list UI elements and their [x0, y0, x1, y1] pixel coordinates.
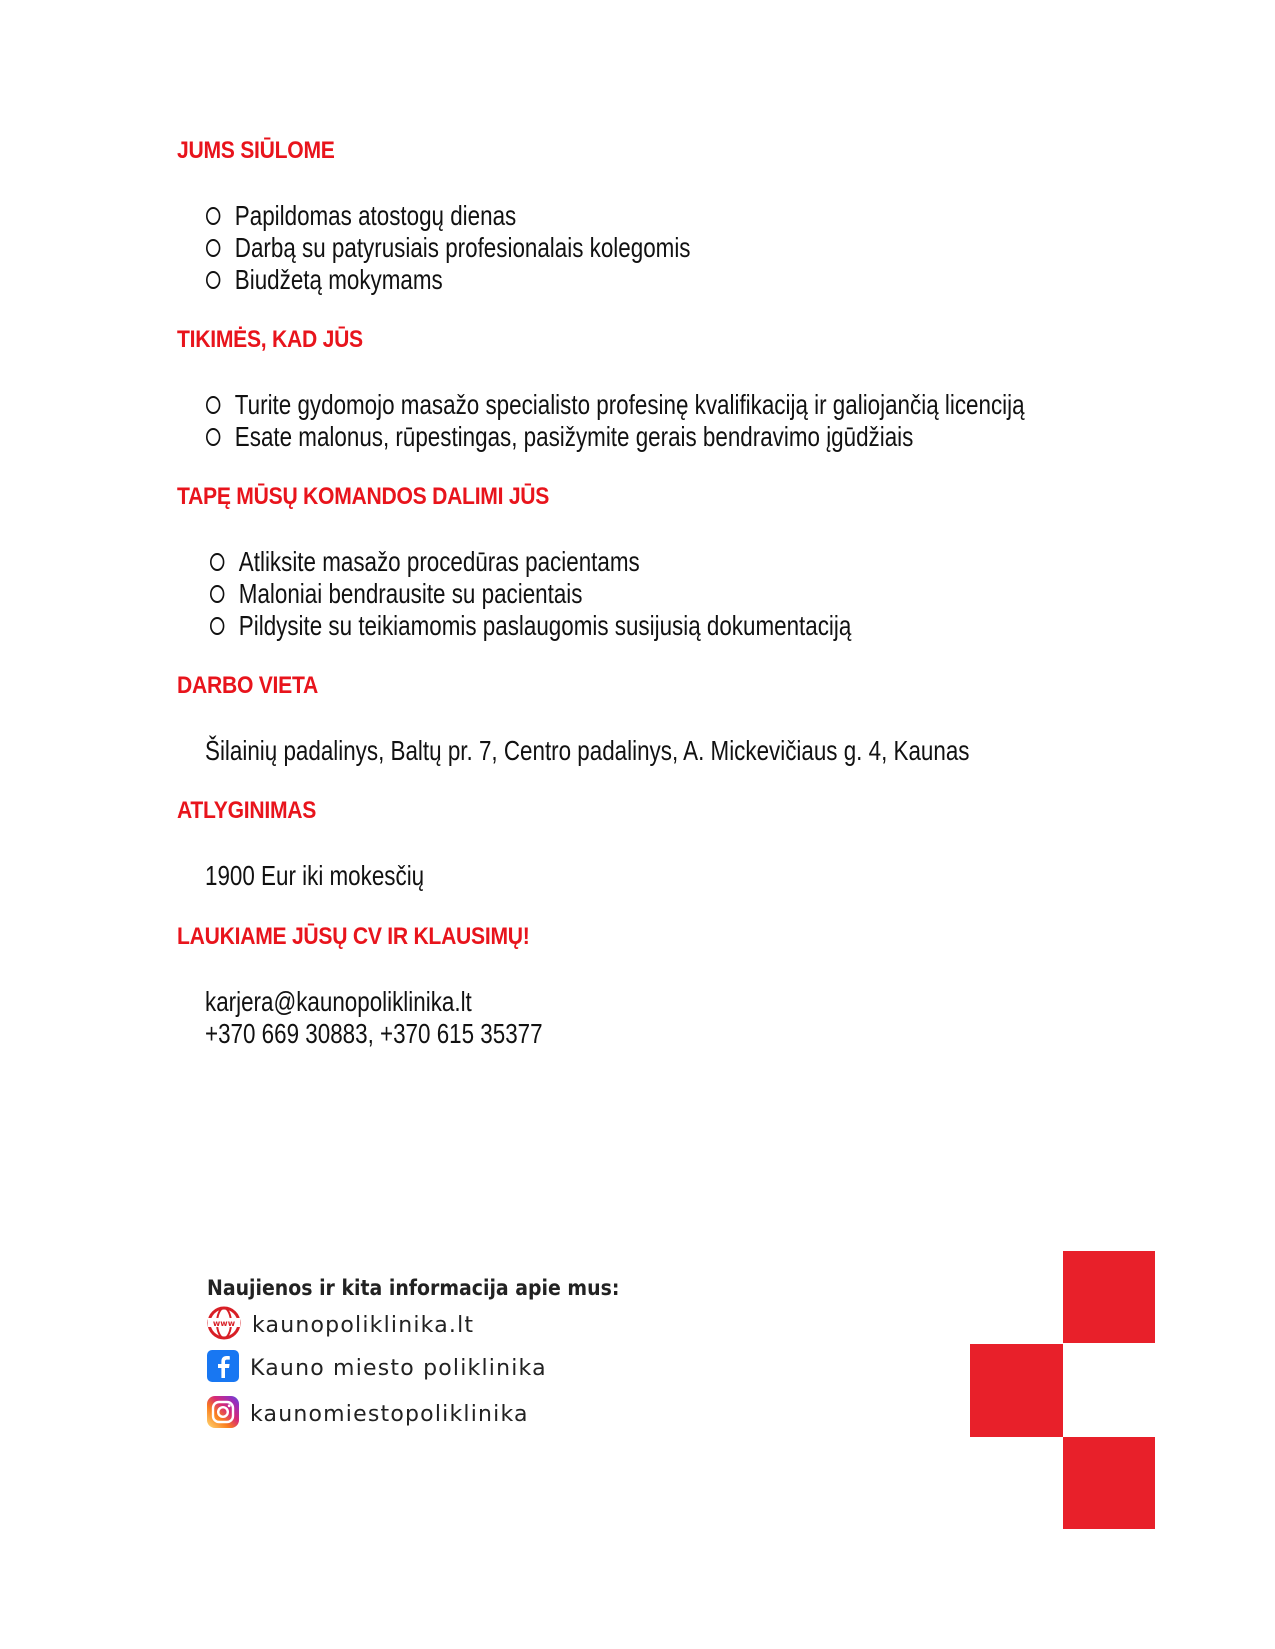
list-item [210, 578, 582, 610]
bullet-circle-icon [210, 553, 224, 571]
workplace-address: Šilainių padalinys, Baltų pr. 7, Centro padalinys, A. Mickevičiaus g. 4, Kaunas [205, 735, 970, 766]
list-item-text: Turite gydomojo masažo specialisto profesinę kvalifikaciją ir galiojančią licenciją [234, 389, 1025, 420]
bullet-circle-icon [206, 428, 220, 446]
list-item-text: Pildysite su teikiamomis paslaugomis susijusią dokumentaciją [238, 610, 852, 641]
salary-value: 1900 Eur iki mokesčių [205, 860, 425, 891]
list-item [206, 421, 913, 453]
bullet-circle-icon [206, 271, 220, 289]
decorative-red-square [970, 1344, 1063, 1437]
contact-email[interactable]: karjera@kaunopoliklinika.lt [205, 986, 472, 1017]
section-heading-offer: JUMS SIŪLOME [177, 137, 335, 164]
facebook-icon [206, 1349, 240, 1388]
footer-link-label: Kauno miesto poliklinika [250, 1355, 547, 1381]
footer-link-label: kaunopoliklinika.lt [252, 1312, 475, 1338]
svg-text:www: www [212, 1318, 236, 1328]
list-item [206, 232, 691, 264]
list-item [210, 610, 851, 642]
bullet-circle-icon [206, 239, 220, 257]
bullet-circle-icon [210, 585, 224, 603]
decorative-red-square [1063, 1437, 1155, 1529]
list-item [206, 264, 443, 296]
www-globe-icon [206, 1306, 242, 1345]
bullet-circle-icon [206, 207, 220, 225]
contact-phones[interactable]: +370 669 30883, +370 615 35377 [205, 1018, 543, 1049]
list-item [206, 389, 1025, 421]
list-item [206, 200, 516, 232]
list-item-text: Biudžetą mokymams [234, 264, 443, 295]
list-item [210, 546, 640, 578]
footer-link-instagram[interactable] [206, 1397, 529, 1431]
bullet-circle-icon [206, 396, 220, 414]
list-item-text: Maloniai bendrausite su pacientais [238, 578, 583, 609]
decorative-red-square [1063, 1251, 1155, 1343]
footer-link-website[interactable] [206, 1308, 474, 1342]
list-item-text: Esate malonus, rūpestingas, pasižymite gerais bendravimo įgūdžiais [234, 421, 914, 452]
instagram-icon [206, 1395, 240, 1434]
section-heading-duties: TAPĘ MŪSŲ KOMANDOS DALIMI JŪS [177, 483, 550, 510]
list-item-text: Atliksite masažo procedūras pacientams [238, 546, 640, 577]
section-heading-salary: ATLYGINIMAS [177, 797, 317, 824]
footer-link-label: kaunomiestopoliklinika [250, 1401, 529, 1427]
section-heading-contact: LAUKIAME JŪSŲ CV IR KLAUSIMŲ! [177, 923, 530, 950]
section-heading-workplace: DARBO VIETA [177, 672, 319, 699]
list-item-text: Papildomas atostogų dienas [234, 200, 517, 231]
footer-link-facebook[interactable] [206, 1351, 547, 1385]
footer-title: Naujienos ir kita informacija apie mus: [207, 1276, 620, 1300]
bullet-circle-icon [210, 617, 224, 635]
list-item-text: Darbą su patyrusiais profesionalais kolegomis [234, 232, 691, 263]
section-heading-expectations: TIKIMĖS, KAD JŪS [177, 326, 363, 353]
